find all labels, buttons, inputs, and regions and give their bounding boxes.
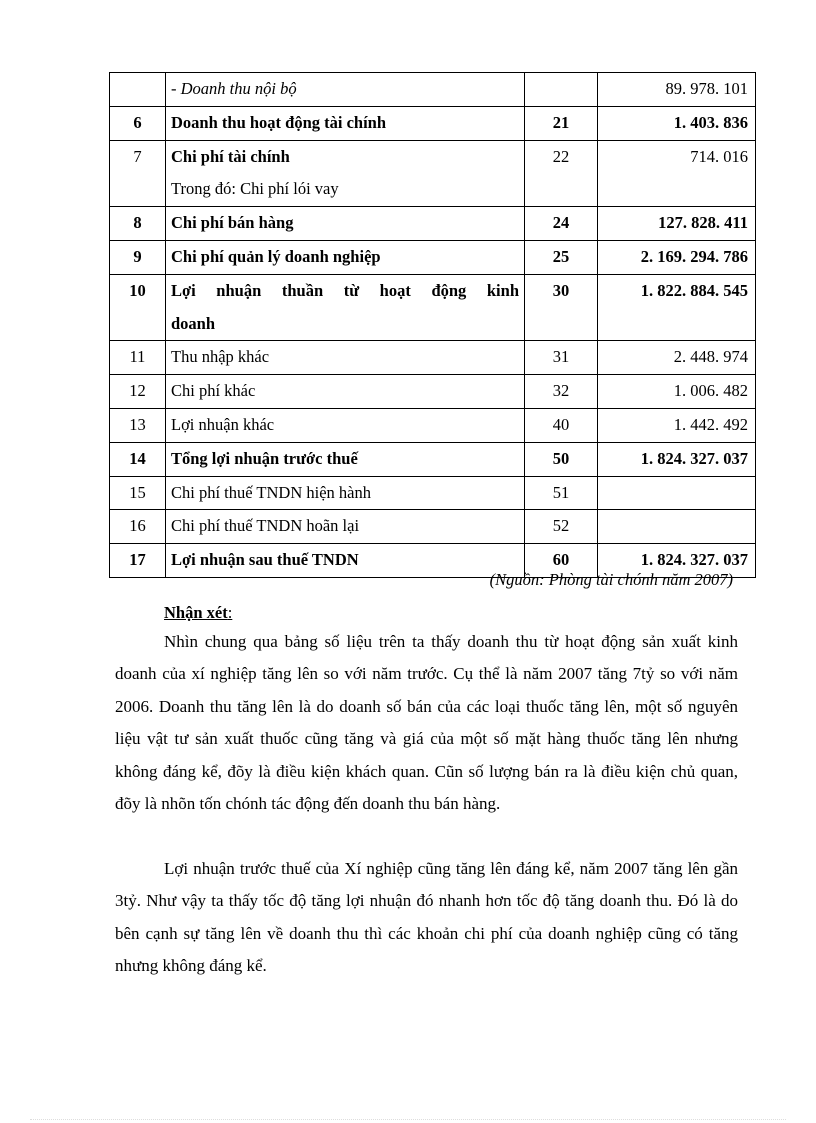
row-label: Chi phí tài chính: [171, 146, 290, 166]
row-number: 13: [110, 408, 166, 442]
row-label: Chi phí khác: [166, 375, 525, 409]
row-code: 24: [525, 207, 598, 241]
row-value: 1. 403. 836: [598, 106, 756, 140]
row-value: 2. 169. 294. 786: [598, 240, 756, 274]
row-label: Lợi nhuận khác: [166, 408, 525, 442]
row-code: 40: [525, 408, 598, 442]
row-number: 8: [110, 207, 166, 241]
row-code: 22: [525, 140, 598, 207]
table-row: [110, 73, 756, 107]
row-number: 17: [110, 544, 166, 578]
table-row: [110, 240, 756, 274]
row-value: 1. 006. 482: [598, 375, 756, 409]
row-code: 51: [525, 476, 598, 510]
row-code: 21: [525, 106, 598, 140]
table-row: [110, 207, 756, 241]
row-value: 2. 448. 974: [598, 341, 756, 375]
row-value: 1. 824. 327. 037: [598, 544, 756, 578]
row-sublabel: Trong đó: Chi phí lói vay: [171, 179, 339, 199]
row-label: Chi phí thuế TNDN hoãn lại: [166, 510, 525, 544]
row-number: 11: [110, 341, 166, 375]
table-row: [110, 510, 756, 544]
row-number: 9: [110, 240, 166, 274]
table-row: [110, 408, 756, 442]
row-code: 32: [525, 375, 598, 409]
row-value: 1. 442. 492: [598, 408, 756, 442]
row-label-cell: [166, 140, 525, 207]
table-row: [110, 140, 756, 207]
table-row: [110, 476, 756, 510]
remarks-paragraph-1: Nhìn chung qua bảng số liệu trên ta thấy doanh thu từ hoạt động sản xuất kinh doanh của xí nghiệp tăng lên so với năm trước. Cụ thể là năm 2007 tăng 7tỷ so với năm 2006. Doanh thu tăng lên là do doanh số bán của các loại thuốc tăng lên, một số nguyên liệu vật tư sản xuất thuốc cũng tăng và giá của một số mặt hàng thuốc tăng lên nhưng không đáng kể, đõy là điều kiện khách quan. Cũn số lượng bán ra là điều kiện chủ quan, đõy là nhõn tốn chónh tác động đến doanh thu bán hàng.: [115, 632, 738, 814]
row-label: Lợi nhuận sau thuế TNDN: [166, 544, 525, 578]
row-code: [525, 73, 598, 107]
table-row: [110, 375, 756, 409]
row-value: [598, 510, 756, 544]
row-label: Chi phí bán hàng: [166, 207, 525, 241]
source-note: (Nguồn: Phòng tài chónh năm 2007): [489, 570, 733, 589]
table-row: [110, 106, 756, 140]
row-label: Chi phí quản lý doanh nghiệp: [166, 240, 525, 274]
row-code: 31: [525, 341, 598, 375]
table-row: [110, 442, 756, 476]
row-label: - Doanh thu nội bộ: [166, 73, 525, 107]
row-number: [110, 73, 166, 107]
row-value: 1. 822. 884. 545: [598, 274, 756, 341]
remarks-heading-text: Nhận xét: [164, 603, 228, 622]
remarks-heading-colon: :: [227, 603, 233, 622]
row-value: 714. 016: [598, 140, 756, 207]
row-code: 30: [525, 274, 598, 341]
row-number: 12: [110, 375, 166, 409]
row-code: 60: [525, 544, 598, 578]
row-label-line1: Lợi nhuận thuần từ hoạt động kinh: [171, 280, 519, 300]
income-statement-table: [109, 72, 756, 578]
remarks-paragraph-2: Lợi nhuận trước thuế của Xí nghiệp cũng tăng lên đáng kể, năm 2007 tăng lên gần 3tỷ. Như vậy ta thấy tốc độ tăng lợi nhuận đó nhanh hơn tốc độ tăng doanh thu. Đó là do bên cạnh sự tăng lên về doanh thu thì các khoản chi phí của doanh nghiệp cũng có tăng nhưng không đáng kể.: [115, 859, 738, 976]
row-number: 10: [110, 274, 166, 341]
row-number: 15: [110, 476, 166, 510]
row-label: Doanh thu hoạt động tài chính: [166, 106, 525, 140]
row-label: Tổng lợi nhuận trước thuế: [166, 442, 525, 476]
row-code: 25: [525, 240, 598, 274]
row-label-cell: [166, 274, 525, 341]
row-code: 50: [525, 442, 598, 476]
row-number: 7: [110, 140, 166, 207]
row-value: 1. 824. 327. 037: [598, 442, 756, 476]
page-bottom-rule: [30, 1119, 786, 1120]
row-label-line2: doanh: [171, 313, 216, 333]
row-value: 89. 978. 101: [598, 73, 756, 107]
row-value: 127. 828. 411: [598, 207, 756, 241]
row-number: 14: [110, 442, 166, 476]
row-label: Thu nhập khác: [166, 341, 525, 375]
row-number: 6: [110, 106, 166, 140]
row-number: 16: [110, 510, 166, 544]
row-label: Chi phí thuế TNDN hiện hành: [166, 476, 525, 510]
remarks-heading: [164, 600, 232, 626]
table-row: [110, 341, 756, 375]
row-value: [598, 476, 756, 510]
row-code: 52: [525, 510, 598, 544]
table-row: [110, 274, 756, 341]
